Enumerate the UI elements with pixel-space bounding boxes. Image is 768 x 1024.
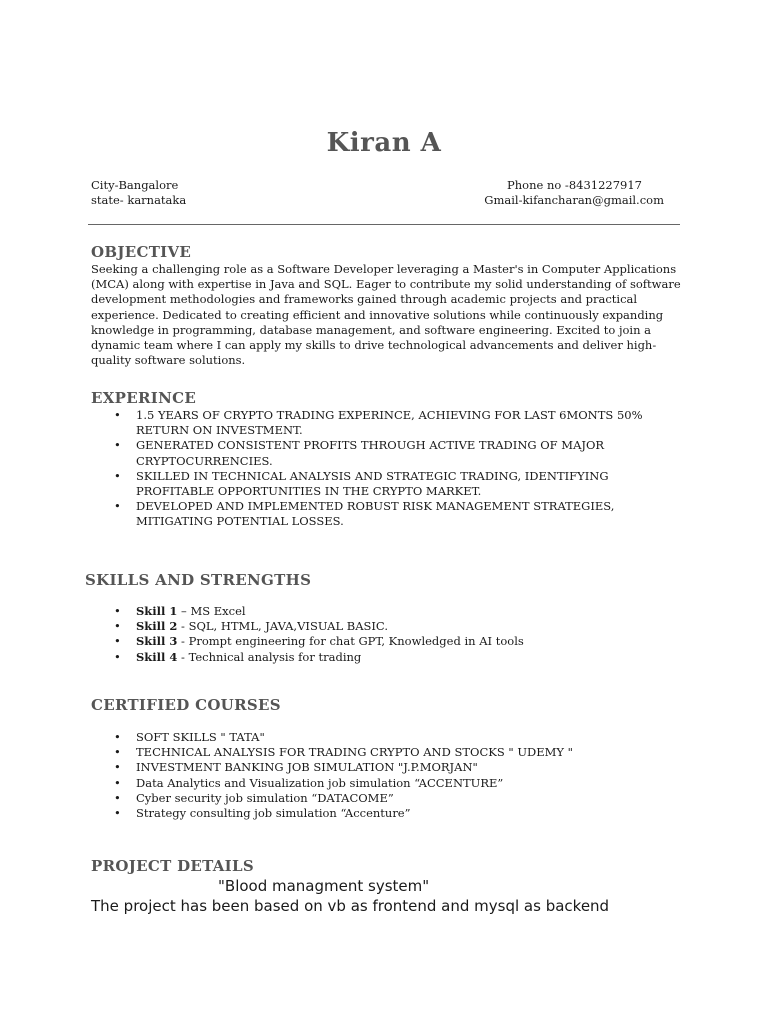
skill-text: - Technical analysis for trading bbox=[177, 649, 362, 664]
skill-text: - SQL, HTML, JAVA,VISUAL BASIC. bbox=[177, 619, 388, 634]
header-divider bbox=[88, 224, 680, 225]
candidate-name: Kiran A bbox=[326, 128, 442, 158]
list-item bbox=[92, 760, 692, 775]
bullet-icon: • bbox=[114, 468, 121, 483]
experience-item-text: SKILLED IN TECHNICAL ANALYSIS AND STRATEGIC TRADING, IDENTIFYING PROFITABLE OPPORTUNITIES IN THE CRYPTO MARKET. bbox=[136, 468, 609, 499]
project-name: "Blood managment system" bbox=[218, 877, 430, 895]
contact-state: state- karnataka bbox=[91, 193, 187, 207]
course-text: TECHNICAL ANALYSIS FOR TRADING CRYPTO AND STOCKS " UDEMY " bbox=[136, 745, 573, 760]
list-item bbox=[92, 730, 692, 745]
list-item bbox=[92, 408, 682, 438]
bullet-icon: • bbox=[114, 604, 121, 618]
list-item bbox=[92, 634, 692, 649]
contact-phone: Phone no -8431227917 bbox=[507, 178, 642, 192]
list-item bbox=[92, 745, 692, 760]
contact-email: Gmail-kifancharan@gmail.com bbox=[484, 193, 664, 207]
course-text: Data Analytics and Visualization job simulation “ACCENTURE” bbox=[136, 775, 504, 790]
objective-text: Seeking a challenging role as a Software Developer leveraging a Master's in Computer Applications (MCA) along with expertise in Java and SQL. Eager to contribute my solid understanding of software development methodologies and frameworks gained through academic projects and practical experience. Dedicated to creating efficient and innovative solutions while continuously expanding knowledge in programming, database management, and software engineering. Excited to join a dynamic team where I can apply my skills to drive technological advancements and deliver high-quality software solutions. bbox=[91, 262, 681, 368]
bullet-icon: • bbox=[114, 408, 121, 422]
project-description: The project has been based on vb as frontend and mysql as backend bbox=[91, 897, 610, 915]
skill-label: Skill 3 bbox=[136, 634, 178, 649]
skills-heading: SKILLS AND STRENGTHS bbox=[85, 571, 312, 589]
bullet-icon: • bbox=[114, 634, 121, 649]
bullet-icon: • bbox=[114, 806, 121, 821]
list-item bbox=[92, 619, 692, 634]
skills-list bbox=[92, 604, 692, 665]
bullet-icon: • bbox=[114, 790, 121, 805]
contact-location bbox=[91, 178, 186, 208]
course-text: Cyber security job simulation “DATACOME” bbox=[136, 790, 394, 805]
experience-item-text: GENERATED CONSISTENT PROFITS THROUGH ACTIVE TRADING OF MAJOR CRYPTOCURRENCIES. bbox=[136, 438, 605, 468]
experience-list bbox=[92, 408, 682, 530]
contact-details bbox=[484, 178, 664, 208]
skill-label: Skill 4 bbox=[136, 649, 178, 664]
course-text: Strategy consulting job simulation “Accenture” bbox=[136, 806, 411, 821]
list-item bbox=[92, 806, 692, 821]
bullet-icon: • bbox=[114, 649, 121, 664]
bullet-icon: • bbox=[114, 438, 121, 453]
bullet-icon: • bbox=[114, 619, 121, 634]
list-item bbox=[92, 791, 692, 806]
bullet-icon: • bbox=[114, 760, 121, 775]
project-heading: PROJECT DETAILS bbox=[91, 857, 254, 875]
list-item bbox=[92, 469, 682, 499]
course-text: INVESTMENT BANKING JOB SIMULATION "J.P.MORJAN" bbox=[136, 760, 478, 775]
courses-heading: CERTIFIED COURSES bbox=[91, 696, 281, 714]
course-text: SOFT SKILLS " TATA" bbox=[136, 730, 265, 744]
skill-label: Skill 2 bbox=[136, 619, 178, 634]
experience-item-text: 1.5 YEARS OF CRYPTO TRADING EXPERINCE, ACHIEVING FOR LAST 6MONTS 50% RETURN ON INVESTMENT. bbox=[136, 408, 643, 438]
courses-list bbox=[92, 730, 692, 821]
list-item bbox=[92, 499, 682, 529]
bullet-icon: • bbox=[114, 499, 121, 514]
list-item bbox=[92, 776, 692, 791]
experience-heading: EXPERINCE bbox=[91, 389, 197, 407]
list-item bbox=[92, 604, 692, 619]
objective-heading: OBJECTIVE bbox=[91, 243, 192, 261]
contact-city: City-Bangalore bbox=[91, 178, 179, 192]
list-item bbox=[92, 438, 682, 468]
skill-text: - Prompt engineering for chat GPT, Knowledged in AI tools bbox=[177, 634, 524, 649]
list-item bbox=[92, 650, 692, 665]
skill-text: – MS Excel bbox=[177, 604, 246, 618]
skill-label: Skill 1 bbox=[136, 604, 178, 618]
experience-item-text: DEVELOPED AND IMPLEMENTED ROBUST RISK MANAGEMENT STRATEGIES, MITIGATING POTENTIAL LOSSES. bbox=[136, 499, 615, 529]
bullet-icon: • bbox=[114, 730, 121, 744]
bullet-icon: • bbox=[114, 745, 121, 760]
bullet-icon: • bbox=[114, 775, 121, 790]
